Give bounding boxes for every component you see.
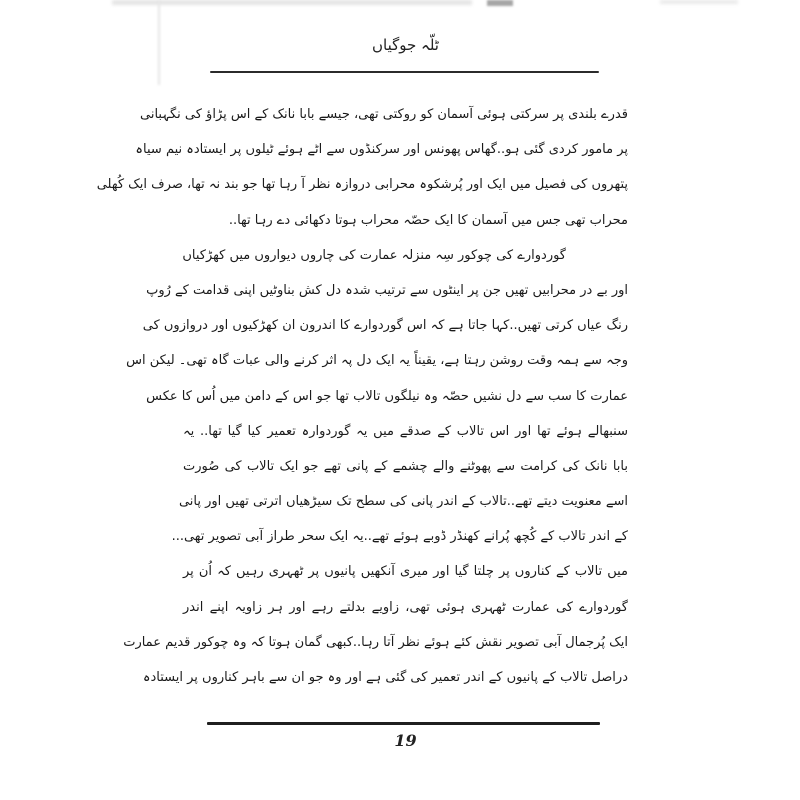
header-rule — [210, 71, 599, 73]
text-line: قدرے بلندی پر سرکتی ہوئی آسمان کو روکتی تھی، جیسے بابا نانک کے اس پڑاؤ کی نگہبانی — [140, 107, 628, 122]
text-line: گوردوارے کی عمارت ٹھہری ہوئی تھی، زاویے بدلتے رہے اور ہر زاویہ اپنے اندر — [183, 599, 628, 615]
footer-rule — [207, 722, 600, 725]
text-line: محراب تھی جس میں آسمان کا ایک حصّہ محراب ہوتا دکھائی دے رہا تھا.. — [228, 212, 628, 228]
text-line: پر مامور کردی گئی ہو..گھاس پھونس اور سرکنڈوں سے اٹے ہوئے ٹیلوں پر ایستادہ نیم سیاہ — [135, 142, 628, 158]
text-line: بابا نانک کی کرامت سے پھوٹنے والے چشمے کے پانی تھے جو ایک تالاب کی صُورت — [183, 458, 628, 474]
text-line: میں تالاب کے کناروں پر چلتا گیا اور میری آنکھیں پانیوں پر ٹھہری رہیں کہ اُن پر — [183, 564, 628, 580]
text-line: دراصل تالاب کے پانیوں کے اندر تعمیر کی گئی ہے اور وہ جو ان سے باہر کناروں پر ایستادہ — [142, 670, 628, 685]
scan-artifact — [112, 0, 472, 5]
text-line: رنگ عیاں کرتی تھیں..کہا جاتا ہے کہ اس گوردوارے کا اندرون ان کھڑکیوں اور دروازوں کی — [142, 318, 628, 334]
text-line: عمارت کا سب سے دل نشیں حصّہ وہ نیلگوں تالاب تھا جو اس کے دامن میں اُس کا عکس — [146, 388, 628, 404]
running-header-title: ٹلّہ جوگیاں — [372, 36, 439, 54]
text-line: اور بے در محرابیں تھیں جن پر اینٹوں سے ترتیب شدہ دل کش بناوٹیں اپنی قدامت کے رُوپ — [146, 282, 628, 298]
scan-artifact — [158, 0, 160, 85]
page-number: 19 — [394, 731, 417, 750]
body-text-block — [96, 97, 628, 695]
text-line: پتھروں کی فصیل میں ایک اور پُرشکوہ محرابی دروازہ نظر آ رہا تھا جو بند نہ تھا، صرف ایک کُھلی — [96, 177, 628, 193]
text-line: سنبھالے ہوئے تھا اور اس تالاب کے صدقے میں یہ گوردوارہ تعمیر کیا گیا تھا.. یہ — [183, 423, 628, 439]
scan-artifact — [660, 0, 738, 4]
scan-artifact — [487, 0, 513, 6]
text-line: ایک پُرجمال آبی تصویر نقش کئے ہوئے نظر آتا رہا..کبھی گمان ہوتا کہ وہ چوکور قدیم عمارت — [123, 634, 628, 650]
text-line: کے اندر تالاب کے کُچھ پُرانے کھنڈر ڈوبے ہوئے تھے..یہ ایک سحر طراز آبی تصویر تھی... — [171, 529, 628, 545]
text-line: گوردوارے کی چوکور سِہ منزلہ عمارت کی چاروں دیواروں میں کھڑکیاں — [182, 247, 566, 263]
text-line: وجہ سے ہمہ وقت روشن رہتا ہے، یقیناً یہ ایک دل پہ اثر کرنے والی عبات گاہ تھی۔ لیکن اس — [126, 353, 628, 369]
text-line: اسے معنویت دیتے تھے..تالاب کے اندر پانی کی سطح تک سیڑھیاں اترتی تھیں اور پانی — [178, 494, 628, 510]
